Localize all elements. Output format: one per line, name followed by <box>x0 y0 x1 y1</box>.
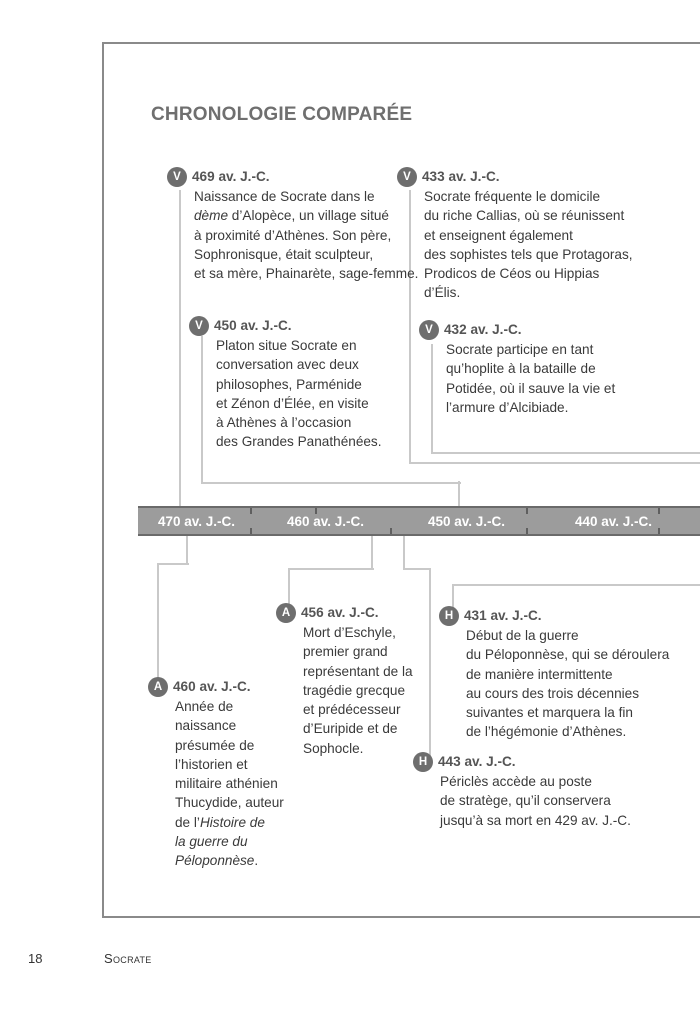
entry-year: 450 av. J.-C. <box>214 318 292 334</box>
entry-line: et sa mère, Phainarète, sage-femme. <box>194 266 419 282</box>
entry-line: à Athènes à l’occasion <box>216 415 352 431</box>
timeline-notch <box>390 528 392 534</box>
category-badge: A <box>276 603 296 623</box>
category-badge: V <box>397 167 417 187</box>
entry-line: du riche Callias, où se réunissent <box>424 208 625 224</box>
timeline-notch <box>658 528 660 534</box>
entry-line: Socrate fréquente le domicile <box>424 189 601 204</box>
entry-year: 433 av. J.-C. <box>422 169 500 185</box>
entry-line: de l’hégémonie d’Athènes. <box>466 724 627 740</box>
category-badge: V <box>167 167 187 187</box>
category-badge: H <box>439 606 459 626</box>
timeline-notch <box>526 508 528 514</box>
entry-line: Thucydide, auteur <box>175 795 284 811</box>
entry-line: Socrate participe en tant <box>446 342 594 357</box>
entry-line: présumée de <box>175 737 255 753</box>
connector-450-drop <box>458 481 460 506</box>
timeline-notch <box>658 508 660 514</box>
entry-432 <box>425 320 616 417</box>
entry-line: des sophistes tels que Protagoras, <box>424 246 633 262</box>
entry-line: de stratège, qu’il conservera <box>440 793 611 809</box>
entry-line: d’Alopèce, un village situé <box>228 208 389 224</box>
connector-460 <box>157 563 189 687</box>
running-title: Socrate <box>104 951 152 966</box>
connector-456-up <box>371 536 373 568</box>
timeline-tick-460: 460 av. J.-C. <box>287 514 365 529</box>
entry-year: 432 av. J.-C. <box>444 322 522 338</box>
entry-line: . <box>254 853 259 869</box>
entry-line: d’Euripide et de <box>303 721 398 737</box>
entry-469 <box>173 167 419 283</box>
entry-line: l’armure d’Alcibiade. <box>446 399 569 415</box>
connector-443-up <box>403 536 405 568</box>
entry-line: du Péloponnèse, qui se déroulera <box>466 647 670 663</box>
timeline-tick-470: 470 av. J.-C. <box>158 514 236 529</box>
entry-431 <box>444 606 670 742</box>
entry-line: d’Élis. <box>424 285 461 301</box>
entry-450 <box>195 316 382 452</box>
entry-443 <box>418 752 631 830</box>
entry-line: Début de la guerre <box>466 628 579 643</box>
entry-line: représentant de la <box>303 663 413 679</box>
timeline-notch <box>526 528 528 534</box>
entry-line: tragédie grecque <box>303 682 406 698</box>
entry-line: conversation avec deux <box>216 357 359 373</box>
entry-line: Année de <box>175 699 234 714</box>
entry-year: 469 av. J.-C. <box>192 169 270 185</box>
entry-line: Mort d’Eschyle, <box>303 625 396 640</box>
timeline-tick-450: 450 av. J.-C. <box>428 514 506 529</box>
entry-year: 443 av. J.-C. <box>438 754 516 770</box>
entry-line: Prodicos de Céos ou Hippias <box>424 266 600 282</box>
entry-line: à proximité d’Athènes. Son père, <box>194 227 392 243</box>
timeline-tick-440: 440 av. J.-C. <box>575 514 653 529</box>
entry-line: Sophocle. <box>303 740 364 756</box>
entry-line: philosophes, Parménide <box>216 376 362 392</box>
timeline-notch <box>250 528 252 534</box>
timeline-notch <box>250 508 252 514</box>
category-badge: H <box>413 752 433 772</box>
category-badge: V <box>189 316 209 336</box>
page-number: 18 <box>28 951 43 966</box>
entry-year: 431 av. J.-C. <box>464 608 542 624</box>
entry-line: Platon situe Socrate en <box>216 338 357 353</box>
entry-year: 460 av. J.-C. <box>173 679 251 695</box>
entry-line: qu’hoplite à la bataille de <box>446 361 596 377</box>
entry-line: et Zénon d’Élée, en visite <box>216 395 369 411</box>
entry-line: et enseignent également <box>424 227 573 243</box>
entry-line: l’historien et <box>175 756 248 772</box>
entry-line-italic: la guerre du <box>175 834 248 850</box>
entry-line: Potidée, où il sauve la vie et <box>446 380 616 396</box>
entry-line: jusqu’à sa mort en 429 av. J.-C. <box>440 812 631 828</box>
page-title: CHRONOLOGIE COMPARÉE <box>151 104 413 125</box>
connector-460-up <box>186 536 188 563</box>
entry-line: de manière intermittente <box>466 666 613 682</box>
entry-line: au cours des trois décennies <box>466 685 640 701</box>
entry-line-italic: dème <box>194 208 229 224</box>
entry-line-italic: Péloponnèse <box>175 853 255 869</box>
entry-line: Périclès accède au poste <box>440 774 592 789</box>
entry-year: 456 av. J.-C. <box>301 605 379 621</box>
entry-line: naissance <box>175 718 237 734</box>
connector-469 <box>179 190 181 506</box>
entry-456 <box>281 603 413 758</box>
entry-line: Sophronisque, était sculpteur, <box>194 246 374 262</box>
entry-line-italic: Histoire de <box>199 814 265 830</box>
entry-line: des Grandes Panathénées. <box>216 434 382 450</box>
category-badge: V <box>419 320 439 340</box>
entry-line: premier grand <box>303 644 388 660</box>
entry-line: Naissance de Socrate dans le <box>194 189 375 204</box>
entry-433 <box>403 167 633 303</box>
entry-460 <box>153 677 284 871</box>
entry-line: de l’ <box>175 814 200 830</box>
entry-line: militaire athénien <box>175 776 278 792</box>
entry-line: suivantes et marquera la fin <box>466 705 633 721</box>
category-badge: A <box>148 677 168 697</box>
entry-line: et prédécesseur <box>303 702 401 718</box>
